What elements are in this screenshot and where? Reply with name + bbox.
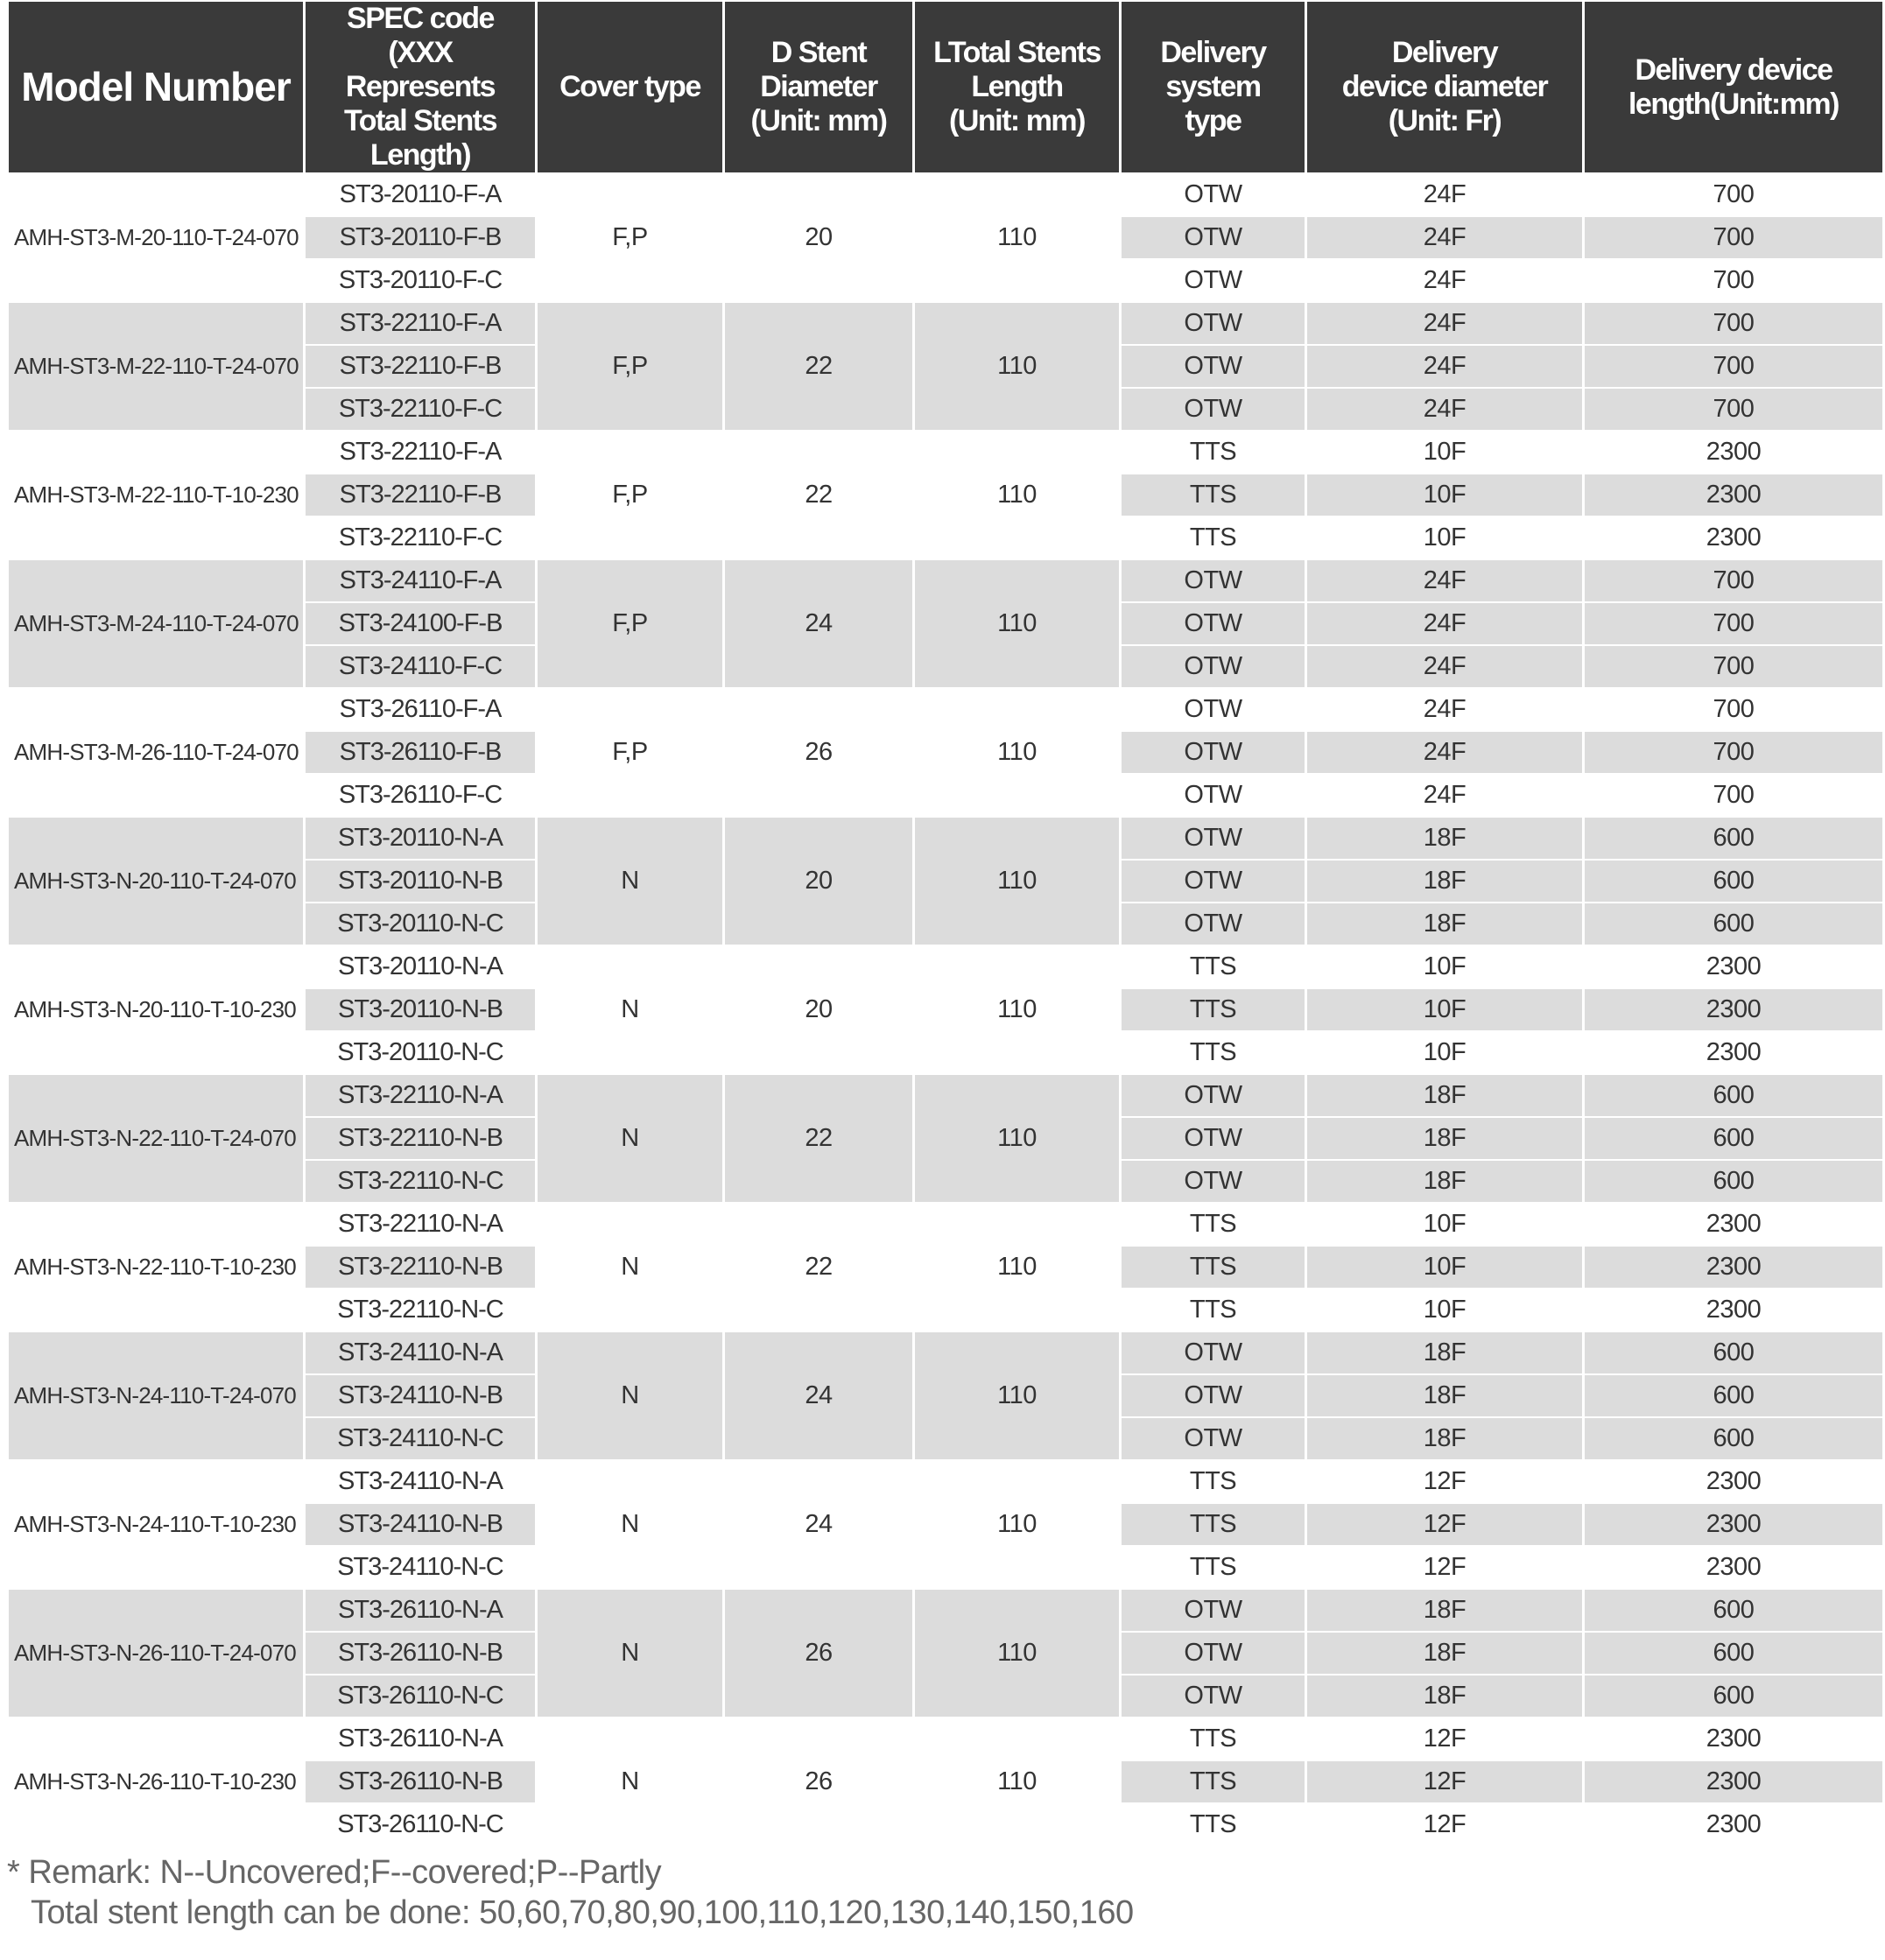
spec-code-cell: ST3-24110-N-B [306,1375,535,1416]
delivery-system-type-cell: TTS [1189,1725,1237,1753]
cover-type-cell: N [621,1767,639,1795]
spec-code-cell: ST3-22110-F-B [306,474,535,516]
delivery-diameter-cell: 18F [1307,861,1582,902]
stent-length-cell: 110 [915,1075,1119,1202]
stent-length-cell: 110 [997,1510,1037,1538]
header-line: Delivery [1391,36,1498,69]
header-line: Length) [369,138,471,172]
header-line: Delivery [1160,36,1266,69]
delivery-system-type-cell: OTW [1184,781,1242,809]
spec-code-cell: ST3-26110-N-A [306,1590,535,1631]
delivery-system-type-cell: OTW [1122,1118,1305,1159]
header-line: (Unit: Fr) [1388,104,1502,137]
delivery-length-cell: 2300 [1585,1247,1882,1288]
delivery-length-cell: 700 [1585,346,1882,387]
delivery-length-cell: 2300 [1706,523,1762,551]
spec-code-cell: ST3-26110-N-B [306,1633,535,1674]
remarks [7,1852,1134,1933]
spec-code-cell: ST3-26110-F-B [306,732,535,773]
delivery-diameter-cell: 10F [1423,1296,1467,1324]
header-line: Total Stents [343,104,497,137]
model-group [9,689,1882,816]
model-number-cell: AMH-ST3-N-22-110-T-10-230 [14,1254,296,1280]
spec-code-cell: ST3-20110-F-C [338,266,503,294]
cover-type-cell: F,P [538,303,722,430]
spec-code-cell: ST3-22110-N-B [306,1118,535,1159]
delivery-system-type-cell: TTS [1189,1467,1237,1495]
stent-diameter-cell: 20 [725,818,912,945]
cover-type-cell: N [621,1510,639,1538]
delivery-system-type-cell: OTW [1122,646,1305,687]
model-group [9,432,1882,558]
delivery-diameter-cell: 24F [1307,346,1582,387]
delivery-length-cell: 2300 [1706,1467,1762,1495]
delivery-diameter-cell: 18F [1307,1332,1582,1373]
header-line: SPEC code [347,2,494,35]
spec-code-cell: ST3-22110-N-C [337,1296,503,1324]
delivery-diameter-cell: 18F [1307,1418,1582,1459]
cover-type-cell: N [538,1075,722,1202]
table-row [9,1075,1882,1116]
delivery-system-type-cell: OTW [1122,818,1305,859]
spec-code-cell: ST3-24110-N-A [306,1332,535,1373]
model-number-cell: AMH-ST3-M-24-110-T-24-070 [9,560,303,687]
delivery-system-type-cell: TTS [1189,1553,1237,1581]
delivery-diameter-cell: 24F [1307,389,1582,430]
model-number-cell: AMH-ST3-N-22-110-T-24-070 [9,1075,303,1202]
spec-code-cell: ST3-22110-N-C [306,1161,535,1202]
delivery-diameter-cell: 18F [1307,818,1582,859]
stent-length-cell: 110 [915,303,1119,430]
header-line: D Stent [770,36,867,69]
delivery-length-cell: 2300 [1706,1810,1762,1838]
delivery-diameter-cell: 18F [1307,1075,1582,1116]
delivery-system-type-cell: TTS [1122,474,1305,516]
delivery-diameter-cell: 12F [1423,1467,1467,1495]
delivery-length-cell: 700 [1585,732,1882,773]
delivery-diameter-cell: 18F [1307,903,1582,945]
delivery-diameter-cell: 18F [1307,1590,1582,1631]
cover-type-cell: F,P [612,481,648,509]
spec-code-cell: ST3-22110-N-A [306,1075,535,1116]
stent-length-cell: 110 [915,560,1119,687]
table-row [9,1332,1882,1373]
delivery-system-type-cell: OTW [1122,560,1305,601]
delivery-system-type-cell: OTW [1122,217,1305,258]
table-row [9,1204,1882,1245]
stent-diameter-cell: 22 [725,303,912,430]
delivery-system-type-cell: TTS [1122,1504,1305,1545]
delivery-diameter-cell: 12F [1307,1504,1582,1545]
header-cover-type: Cover type [538,2,722,172]
delivery-system-type-cell: TTS [1189,952,1237,980]
delivery-system-type-cell: TTS [1122,989,1305,1030]
stent-diameter-cell: 26 [725,1590,912,1717]
delivery-length-cell: 600 [1585,903,1882,945]
header-model-number: Model Number [9,2,303,172]
model-group [9,946,1882,1073]
spec-code-cell: ST3-22110-F-A [339,438,502,466]
delivery-length-cell: 600 [1585,1590,1882,1631]
delivery-system-type-cell: OTW [1122,1075,1305,1116]
spec-code-cell: ST3-24110-N-B [306,1504,535,1545]
model-number-cell: AMH-ST3-N-24-110-T-24-070 [9,1332,303,1459]
model-number-cell: AMH-ST3-M-22-110-T-10-230 [14,481,299,508]
table-row [9,1718,1882,1760]
header-delivery-device-length [1585,2,1882,172]
cover-type-cell: F,P [612,738,648,766]
spec-code-cell: ST3-22110-F-A [306,303,535,344]
spec-code-cell: ST3-20110-F-B [306,217,535,258]
delivery-diameter-cell: 18F [1307,1633,1582,1674]
delivery-length-cell: 2300 [1706,438,1762,466]
delivery-length-cell: 600 [1585,1418,1882,1459]
model-group [9,1718,1882,1845]
delivery-system-type-cell: TTS [1122,1247,1305,1288]
spec-code-cell: ST3-24110-N-A [338,1467,503,1495]
delivery-diameter-cell: 10F [1307,1247,1582,1288]
stent-diameter-cell: 22 [805,1253,833,1281]
stent-length-cell: 110 [997,738,1037,766]
spec-code-cell: ST3-24110-F-C [306,646,535,687]
cover-type-cell: N [538,1590,722,1717]
stent-length-cell: 110 [997,995,1037,1023]
spec-code-cell: ST3-22110-F-C [306,389,535,430]
delivery-system-type-cell: OTW [1122,603,1305,644]
delivery-diameter-cell: 10F [1423,438,1467,466]
model-group [9,1075,1882,1202]
spec-table [6,0,1885,1847]
delivery-length-cell: 700 [1585,389,1882,430]
delivery-length-cell: 600 [1585,1332,1882,1373]
header-line: device diameter [1341,70,1548,103]
delivery-length-cell: 2300 [1585,989,1882,1030]
length-options-line: Total stent length can be done: 50,60,70,80,90,100,110,120,130,140,150,160 [31,1894,1134,1931]
delivery-diameter-cell: 10F [1307,989,1582,1030]
delivery-system-type-cell: TTS [1122,1761,1305,1802]
delivery-system-type-cell: OTW [1184,266,1242,294]
header-line: Diameter [760,70,877,103]
delivery-system-type-cell: OTW [1122,903,1305,945]
spec-code-cell: ST3-26110-N-C [337,1810,503,1838]
model-number-cell: AMH-ST3-M-20-110-T-24-070 [14,224,299,250]
model-number-cell: AMH-ST3-M-26-110-T-24-070 [14,739,299,765]
delivery-length-cell: 600 [1585,861,1882,902]
delivery-diameter-cell: 10F [1423,1210,1467,1238]
delivery-system-type-cell: OTW [1184,180,1242,208]
spec-code-cell: ST3-26110-F-A [339,695,502,723]
delivery-system-type-cell: OTW [1122,389,1305,430]
model-number-cell: AMH-ST3-N-20-110-T-10-230 [14,996,296,1022]
stent-length-cell: 110 [915,1590,1119,1717]
spec-code-cell: ST3-22110-N-A [338,1210,503,1238]
delivery-system-type-cell: TTS [1189,523,1237,551]
delivery-length-cell: 2300 [1706,1038,1762,1066]
delivery-diameter-cell: 24F [1307,732,1582,773]
spec-code-cell: ST3-24110-N-C [306,1418,535,1459]
model-group [9,1461,1882,1588]
delivery-system-type-cell: OTW [1122,861,1305,902]
delivery-diameter-cell: 12F [1423,1725,1467,1753]
delivery-diameter-cell: 18F [1307,1118,1582,1159]
header-line: (Unit: mm) [949,104,1085,137]
delivery-diameter-cell: 24F [1423,781,1467,809]
stent-diameter-cell: 24 [725,1332,912,1459]
delivery-length-cell: 600 [1585,1633,1882,1674]
delivery-length-cell: 700 [1713,180,1755,208]
stent-diameter-cell: 24 [805,1510,833,1538]
header-line: type [1185,104,1241,137]
header-line: (Unit: mm) [750,104,887,137]
delivery-diameter-cell: 24F [1307,603,1582,644]
delivery-length-cell: 600 [1585,1675,1882,1717]
cover-type-cell: N [621,995,639,1023]
table-row [9,818,1882,859]
header-delivery-system-type [1122,2,1305,172]
delivery-diameter-cell: 12F [1423,1810,1467,1838]
delivery-length-cell: 700 [1713,781,1755,809]
delivery-length-cell: 600 [1585,1161,1882,1202]
model-number-cell: AMH-ST3-M-22-110-T-24-070 [9,303,303,430]
stent-diameter-cell: 22 [725,1075,912,1202]
delivery-diameter-cell: 24F [1423,266,1467,294]
cover-type-cell: F,P [612,223,648,251]
model-group [9,1204,1882,1331]
spec-code-cell: ST3-26110-N-C [306,1675,535,1717]
delivery-system-type-cell: OTW [1122,1675,1305,1717]
delivery-system-type-cell: TTS [1189,1038,1237,1066]
spec-code-cell: ST3-20110-F-A [339,180,502,208]
delivery-length-cell: 2300 [1706,1725,1762,1753]
cover-type-cell: N [621,1253,639,1281]
stent-diameter-cell: 26 [805,1767,833,1795]
delivery-system-type-cell: TTS [1189,1810,1237,1838]
spec-code-cell: ST3-22110-F-B [306,346,535,387]
delivery-length-cell: 700 [1713,266,1755,294]
spec-code-cell: ST3-20110-N-A [306,818,535,859]
header-spec-code [306,2,535,172]
model-group [9,818,1882,945]
delivery-length-cell: 2300 [1585,474,1882,516]
delivery-system-type-cell: OTW [1122,1375,1305,1416]
header-d-stent-diameter [725,2,912,172]
delivery-system-type-cell: TTS [1189,438,1237,466]
spec-code-cell: ST3-22110-F-C [338,523,503,551]
delivery-system-type-cell: TTS [1189,1210,1237,1238]
stent-length-cell: 110 [997,1253,1037,1281]
spec-code-cell: ST3-26110-N-B [306,1761,535,1802]
table-row [9,174,1882,215]
stent-length-cell: 110 [915,1332,1119,1459]
spec-code-cell: ST3-20110-N-C [306,903,535,945]
delivery-length-cell: 2300 [1706,1296,1762,1324]
delivery-system-type-cell: OTW [1122,1418,1305,1459]
header-line: Length [971,70,1063,103]
model-number-cell: AMH-ST3-N-20-110-T-24-070 [9,818,303,945]
header-row [9,2,1882,172]
delivery-diameter-cell: 24F [1423,180,1467,208]
model-group [9,1332,1882,1459]
delivery-diameter-cell: 10F [1423,1038,1467,1066]
header-line: (XXX Represents [345,36,496,103]
model-number-cell: AMH-ST3-N-24-110-T-10-230 [14,1511,296,1537]
delivery-system-type-cell: OTW [1122,1633,1305,1674]
delivery-length-cell: 700 [1585,603,1882,644]
delivery-length-cell: 700 [1585,560,1882,601]
delivery-length-cell: 700 [1713,695,1755,723]
delivery-diameter-cell: 12F [1423,1553,1467,1581]
delivery-diameter-cell: 18F [1307,1375,1582,1416]
header-l-total-stents-length [915,2,1119,172]
delivery-length-cell: 700 [1585,217,1882,258]
cover-type-cell: F,P [538,560,722,687]
delivery-diameter-cell: 10F [1423,523,1467,551]
delivery-diameter-cell: 18F [1307,1161,1582,1202]
delivery-length-cell: 2300 [1706,952,1762,980]
spec-code-cell: ST3-24110-F-A [306,560,535,601]
model-number-cell: AMH-ST3-N-26-110-T-24-070 [9,1590,303,1717]
delivery-length-cell: 600 [1585,818,1882,859]
delivery-system-type-cell: OTW [1122,732,1305,773]
delivery-system-type-cell: OTW [1122,1590,1305,1631]
table-header [9,2,1882,172]
delivery-system-type-cell: OTW [1122,346,1305,387]
stent-diameter-cell: 22 [805,481,833,509]
model-group [9,174,1882,301]
delivery-system-type-cell: TTS [1189,1296,1237,1324]
delivery-system-type-cell: OTW [1122,1332,1305,1373]
header-line: system [1165,70,1261,103]
spec-code-cell: ST3-24110-N-C [337,1553,503,1581]
stent-length-cell: 110 [997,481,1037,509]
cover-type-cell: N [538,1332,722,1459]
stent-diameter-cell: 24 [725,560,912,687]
delivery-diameter-cell: 12F [1307,1761,1582,1802]
stent-diameter-cell: 20 [805,223,833,251]
delivery-length-cell: 600 [1585,1075,1882,1116]
table-row [9,303,1882,344]
table-row [9,689,1882,730]
delivery-length-cell: 2300 [1585,1504,1882,1545]
delivery-system-type-cell: OTW [1184,695,1242,723]
header-line: LTotal Stents [933,36,1101,69]
remark-line: * Remark: N--Uncovered;F--covered;P--Partly [7,1854,662,1891]
spec-code-cell: ST3-22110-N-B [306,1247,535,1288]
model-number-cell: AMH-ST3-N-26-110-T-10-230 [14,1768,296,1795]
stent-diameter-cell: 26 [805,738,833,766]
delivery-system-type-cell: OTW [1122,303,1305,344]
cover-type-cell: N [538,818,722,945]
stent-length-cell: 110 [915,818,1119,945]
header-delivery-device-diameter [1307,2,1582,172]
delivery-diameter-cell: 24F [1307,303,1582,344]
table-row [9,432,1882,473]
spec-code-cell: ST3-20110-N-B [306,989,535,1030]
model-group [9,560,1882,687]
delivery-length-cell: 600 [1585,1118,1882,1159]
model-group [9,1590,1882,1717]
spec-code-cell: ST3-26110-F-C [338,781,503,809]
delivery-length-cell: 2300 [1585,1761,1882,1802]
table-row [9,560,1882,601]
delivery-length-cell: 600 [1585,1375,1882,1416]
stent-length-cell: 110 [997,223,1037,251]
header-line: Delivery device [1635,53,1832,87]
spec-code-cell: ST3-24100-F-B [306,603,535,644]
spec-code-cell: ST3-20110-N-A [338,952,503,980]
table-row [9,1461,1882,1502]
delivery-diameter-cell: 24F [1307,646,1582,687]
stent-diameter-cell: 20 [805,995,833,1023]
delivery-diameter-cell: 18F [1307,1675,1582,1717]
delivery-diameter-cell: 10F [1307,474,1582,516]
spec-code-cell: ST3-26110-N-A [338,1725,503,1753]
table-row [9,1590,1882,1631]
delivery-diameter-cell: 24F [1307,217,1582,258]
delivery-length-cell: 700 [1585,646,1882,687]
model-group [9,303,1882,430]
delivery-diameter-cell: 24F [1307,560,1582,601]
header-line: length(Unit:mm) [1628,87,1839,121]
stent-length-cell: 110 [997,1767,1037,1795]
delivery-length-cell: 2300 [1706,1210,1762,1238]
delivery-length-cell: 2300 [1706,1553,1762,1581]
delivery-system-type-cell: OTW [1122,1161,1305,1202]
delivery-length-cell: 700 [1585,303,1882,344]
spec-code-cell: ST3-20110-N-C [337,1038,503,1066]
table-row [9,946,1882,987]
delivery-diameter-cell: 10F [1423,952,1467,980]
delivery-diameter-cell: 24F [1423,695,1467,723]
spec-code-cell: ST3-20110-N-B [306,861,535,902]
